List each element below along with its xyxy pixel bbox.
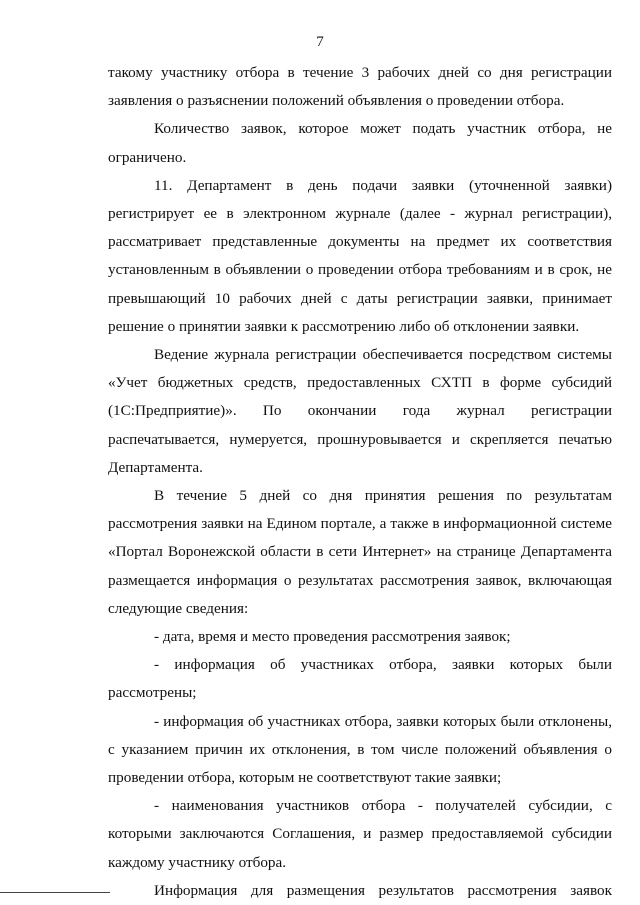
- page-bottom-rule: [0, 892, 110, 893]
- paragraph-continuation: такому участнику отбора в течение 3 рабочих дней со дня регистрации заявления о разъяснении положений объявления о проведении отбора.: [108, 64, 612, 110]
- paragraph-results-information: Информация для размещения результатов рассмотрения заявок: [154, 881, 612, 899]
- paragraph-application-count: Количество заявок, которое может подать участник отбора, не ограничено.: [108, 120, 612, 166]
- document-body: [108, 59, 612, 905]
- list-item-rejected-participants: - информация об участниках отбора, заявки которых были отклонены, с указанием причин их отклонения, в том числе положений объявления о проведении отбора, которым не соответствуют такие заявки;: [108, 712, 612, 787]
- paragraph-registration-journal: Ведение журнала регистрации обеспечивается посредством системы «Учет бюджетных средств, предоставленных СХТП в форме субсидий (1С:Предприятие)». По окончании года журнал регистрации распечатывается, нумеруется, прошнуровывается и скрепляется печатью Департамента.: [108, 346, 612, 476]
- list-item-reviewed-participants: - информация об участниках отбора, заявки которых были рассмотрены;: [108, 656, 612, 702]
- page-number: 7: [316, 34, 324, 50]
- list-item-subsidy-recipients: - наименования участников отбора - получателей субсидии, с которыми заключаются Соглашения, и размер предоставляемой субсидии каждому участнику отбора.: [108, 797, 612, 871]
- list-item-date-time-place: - дата, время и место проведения рассмотрения заявок;: [154, 628, 511, 646]
- paragraph-item-11: 11. Департамент в день подачи заявки (уточненной заявки) регистрирует ее в электронном журнале (далее - журнал регистрации), рассматривает представленные документы на предмет их соответствия установленным в объявлении о проведении отбора требованиям и в срок, не превышающий 10 рабочих дней с даты регистрации заявки, принимает решение о принятии заявки к рассмотрению либо об отклонении заявки.: [108, 176, 612, 335]
- paragraph-results-publication: В течение 5 дней со дня принятия решения по результатам рассмотрения заявки на Едином портале, а также в информационной системе «Портал Воронежской области в сети Интернет» на странице Департамента размещается информация о результатах рассмотрения заявок, включающая следующие сведения:: [108, 487, 612, 617]
